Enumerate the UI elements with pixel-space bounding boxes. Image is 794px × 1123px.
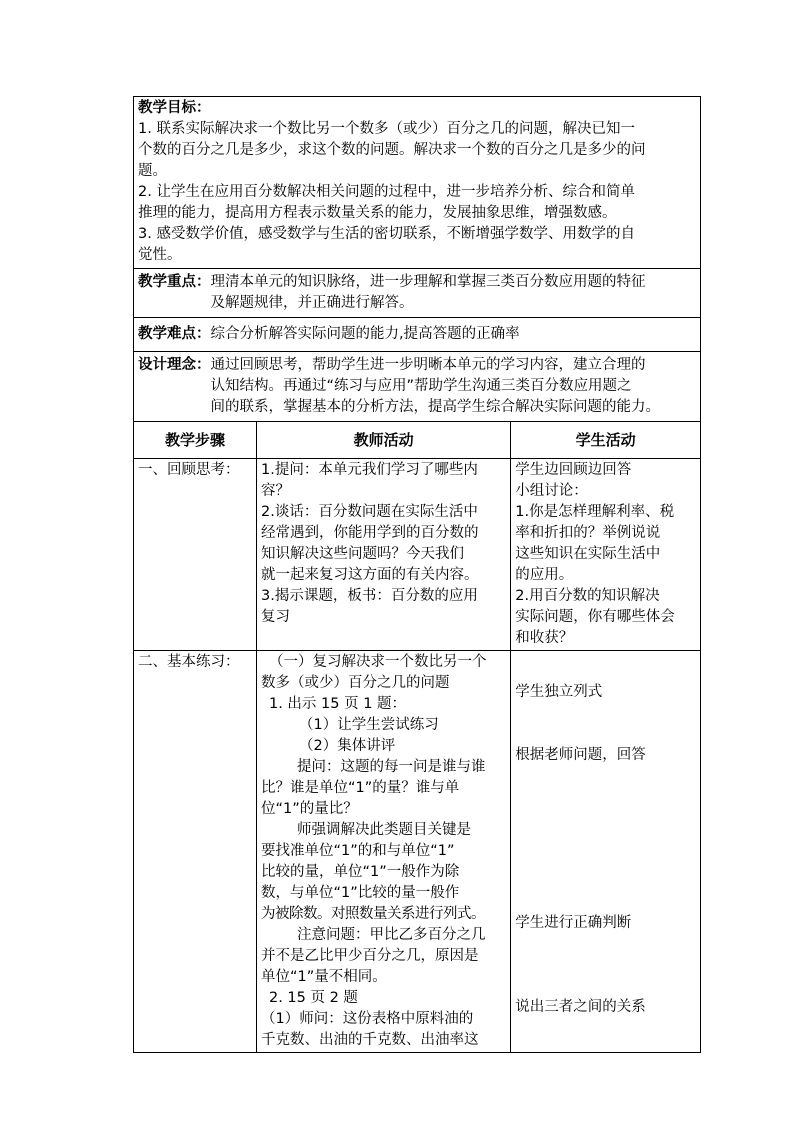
teacher-line: 1.提问：本单元我们学习了哪些内	[260, 462, 478, 478]
student-line: 率和折扣的？举例说说	[515, 525, 661, 541]
design-line: 间的联系，掌握基本的分析方法，提高学生综合解决实际问题的能力。	[210, 399, 660, 415]
student-cell	[511, 651, 701, 1053]
student-line: 这些知识在实际生活中	[515, 546, 661, 562]
teacher-line: 容？	[260, 483, 290, 499]
design-label: 设计理念：	[138, 357, 211, 373]
teacher-line: 提问：这题的每一问是谁与谁	[296, 759, 486, 775]
objectives-section	[133, 96, 701, 268]
teacher-line: 比？谁是单位“1”的量？谁与单	[260, 780, 460, 796]
student-line: 和收获？	[515, 630, 574, 646]
teacher-line: 复习	[260, 609, 290, 625]
student-line: 2.用百分数的知识解决	[515, 588, 660, 604]
teacher-line: 并不是乙比甲少百分之几，原因是	[260, 948, 479, 964]
objective-line: 题。	[138, 163, 167, 179]
student-line: 说出三者之间的关系	[515, 999, 646, 1015]
teacher-line: 1. 出示 15 页 1 题：	[268, 696, 407, 712]
table-row	[134, 651, 701, 1053]
teacher-line: 比较的量，单位“1”一般作为除	[260, 864, 460, 880]
objective-line: 觉性。	[138, 247, 182, 263]
student-line: 学生进行正确判断	[515, 915, 632, 931]
student-line: 实际问题，你有哪些体会	[515, 609, 675, 625]
design-line: 认知结构。再通过“练习与应用”帮助学生沟通三类百分数应用题之	[210, 378, 632, 394]
key-points-label: 教学重点：	[138, 274, 211, 290]
objective-line: 推理的能力，提高用方程表示数量关系的能力，发展抽象思维，增强数感。	[138, 205, 617, 221]
teacher-line: 千克数、出油的千克数、出油率这	[260, 1032, 479, 1048]
student-cell	[511, 459, 701, 651]
objective-line: 3. 感受数学价值，感受数学与生活的密切联系，不断增强学数学、用数学的自	[138, 226, 635, 242]
teacher-line: 注意问题：甲比乙多百分之几	[296, 927, 486, 943]
step-cell	[134, 459, 257, 651]
teacher-line: 师强调解决此类题目关键是	[296, 822, 471, 838]
step-cell	[134, 651, 257, 1053]
lesson-plan-sheet	[133, 96, 701, 1053]
steps-table	[133, 421, 701, 1053]
teacher-line: （1）师问：这份表格中原料油的	[260, 1011, 474, 1027]
teacher-line: 就一起来复习这方面的有关内容。	[260, 567, 479, 583]
teacher-line: 2.谈话：百分数问题在实际生活中	[260, 504, 478, 520]
key-points-line: 及解题规律，并正确进行解答。	[210, 295, 414, 311]
teacher-line: 2. 15 页 2 题	[268, 990, 358, 1006]
step-label: 二、基本练习：	[138, 654, 240, 670]
student-line: 的应用。	[515, 567, 574, 583]
key-points-line: 理清本单元的知识脉络，进一步理解和掌握三类百分数应用题的特征	[210, 274, 646, 290]
difficulties-label: 教学难点：	[138, 326, 211, 342]
student-line: 学生边回顾边回答	[515, 462, 632, 478]
header-step: 教学步骤	[134, 422, 257, 459]
teacher-line: 位“1”的量比？	[260, 801, 358, 817]
header-teacher: 教师活动	[256, 422, 510, 459]
teacher-line: 知识解决这些问题吗？今天我们	[260, 546, 464, 562]
teacher-line: 要找准单位“1”的和与单位“1”	[260, 843, 455, 859]
header-student: 学生活动	[511, 422, 701, 459]
table-row	[134, 459, 701, 651]
key-points-section	[133, 268, 701, 317]
teacher-line: 为被除数。对照数量关系进行列式。	[260, 906, 485, 922]
teacher-line: 单位“1”量不相同。	[260, 969, 387, 985]
design-section	[133, 351, 701, 421]
teacher-line: 3.揭示课题，板书：百分数的应用	[260, 588, 478, 604]
teacher-line: 数多（或少）百分之几的问题	[260, 675, 450, 691]
student-line: 小组讨论：	[515, 483, 588, 499]
difficulties-section	[133, 317, 701, 351]
teacher-line: （2）集体讲评	[298, 738, 396, 754]
teacher-cell	[256, 651, 510, 1053]
teacher-line: （1）让学生尝试练习	[298, 717, 439, 733]
objective-line: 2. 让学生在应用百分数解决相关问题的过程中，进一步培养分析、综合和简单	[138, 184, 635, 200]
step-label: 一、回顾思考：	[138, 462, 240, 478]
design-line: 通过回顾思考，帮助学生进一步明晰本单元的学习内容，建立合理的	[210, 357, 646, 373]
teacher-line: 经常遇到，你能用学到的百分数的	[260, 525, 479, 541]
teacher-line: （一）复习解决求一个数比另一个	[268, 654, 487, 670]
table-header-row	[134, 422, 701, 459]
teacher-cell	[256, 459, 510, 651]
objective-line: 1. 联系实际解决求一个数比另一个数多（或少）百分之几的问题，解决已知一	[138, 121, 635, 137]
student-line: 1.你是怎样理解利率、税	[515, 504, 675, 520]
student-line: 根据老师问题，回答	[515, 747, 646, 763]
objectives-heading: 教学目标：	[138, 100, 211, 116]
objective-line: 个数的百分之几是多少，求这个数的问题。解决求一个数的百分之几是多少的问	[138, 142, 646, 158]
teacher-line: 数，与单位“1”比较的量一般作	[260, 885, 460, 901]
difficulties-line: 综合分析解答实际问题的能力,提高答题的正确率	[210, 326, 520, 342]
student-line: 学生独立列式	[515, 684, 603, 700]
